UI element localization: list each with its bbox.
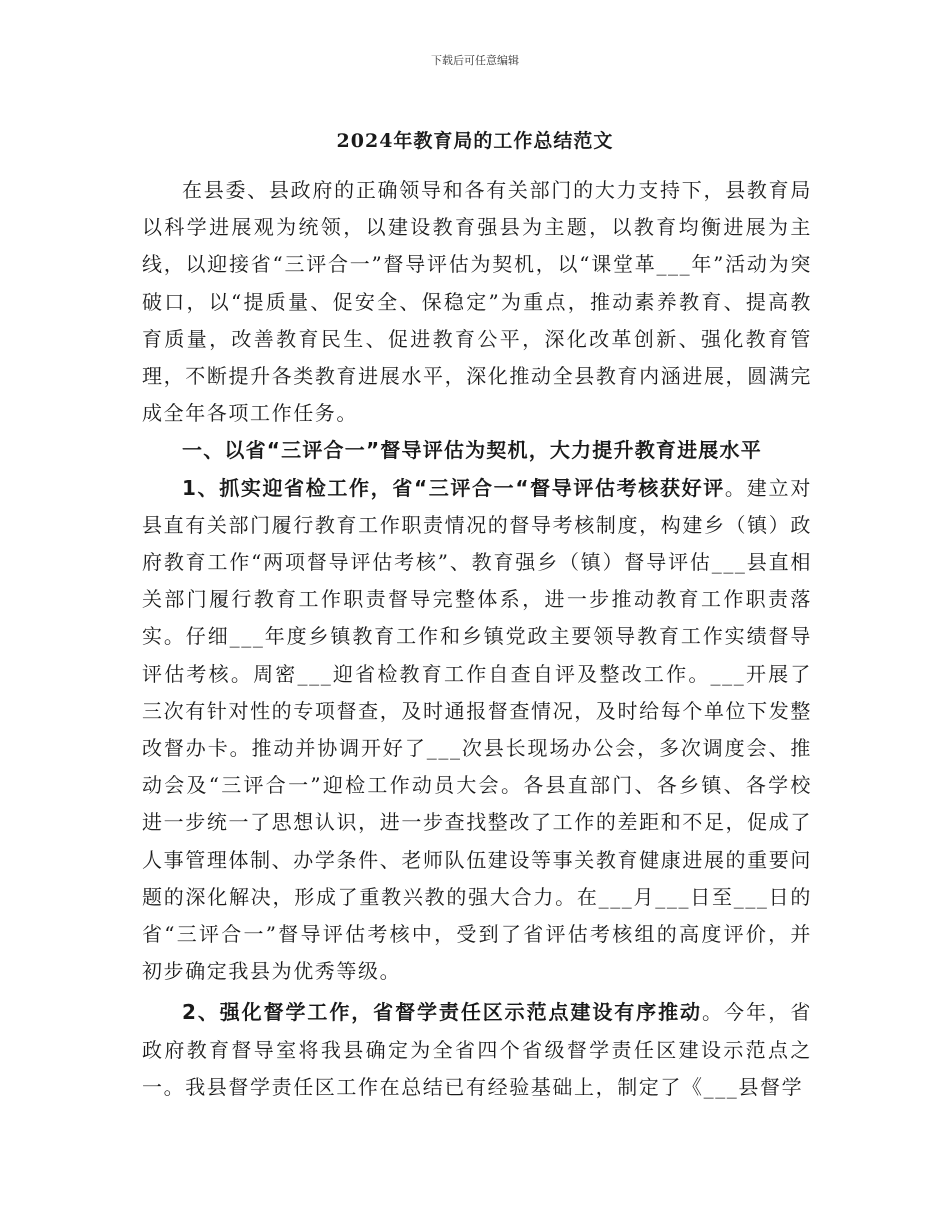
item-1-lead: 1、抓实迎省检工作，省“三评合一“督导评估考核获好评 (182, 475, 725, 500)
item-1-paragraph (142, 470, 812, 991)
header-note: 下载后可任意编辑 (431, 54, 519, 67)
item-2-paragraph (142, 994, 812, 1106)
item-1-text: 。建立对县直有关部门履行教育工作职责情况的督导考核制度，构建乡（镇）政府教育工作“两项督导评估考核”、教育强乡（镇）督导评估___县直相关部门履行教育工作职责督导完整体系，进一步推动教育工作职责落实。仔细___年度乡镇教育工作和乡镇党政主要领导教育工作实绩督导评估考核。周密___迎省检教育工作自查自评及整改工作。___开展了三次有针对性的专项督查，及时通报督查情况，及时给每个单位下发整改督办卡。推动并协调开好了___次县长现场办公会，多次调度会、推动会及“三评合一”迎检工作动员大会。各县直部门、各乡镇、各学校进一步统一了思想认识，进一步查找整改了工作的差距和不足，促成了人事管理体制、办学条件、老师队伍建设等事关教育健康进展的重要问题的深化解决，形成了重教兴教的强大合力。在___月___日至___日的省“三评合一”督导评估考核中，受到了省评估考核组的高度评价，并初步确定我县为优秀等级。 (142, 475, 812, 984)
document-title: 2024年教育局的工作总结范文 (336, 130, 614, 152)
item-2-lead: 2、强化督学工作，省督学责任区示范点建设有序推动 (182, 1000, 702, 1025)
intro-paragraph: 在县委、县政府的正确领导和各有关部门的大力支持下，县教育局以科学进展观为统领，以建设教育强县为主题，以教育均衡进展为主线，以迎接省“三评合一”督导评估为契机，以“课堂革___年”活动为突破口，以“提质量、促安全、保稳定”为重点，推动素养教育、提高教育质量，改善教育民生、促进教育公平，深化改革创新、强化教育管理，不断提升各类教育进展水平，深化推动全县教育内涵进展，圆满完成全年各项工作任务。 (142, 178, 812, 426)
item-2-text: 。今年，省政府教育督导室将我县确定为全省四个省级督学责任区建设示范点之一。我县督学责任区工作在总结已有经验基础上，制定了《___县督学 (142, 1000, 813, 1099)
document-body (142, 172, 812, 1106)
section-1-heading: 一、以省“三评合一”督导评估为契机，大力提升教育进展水平 (182, 438, 762, 463)
